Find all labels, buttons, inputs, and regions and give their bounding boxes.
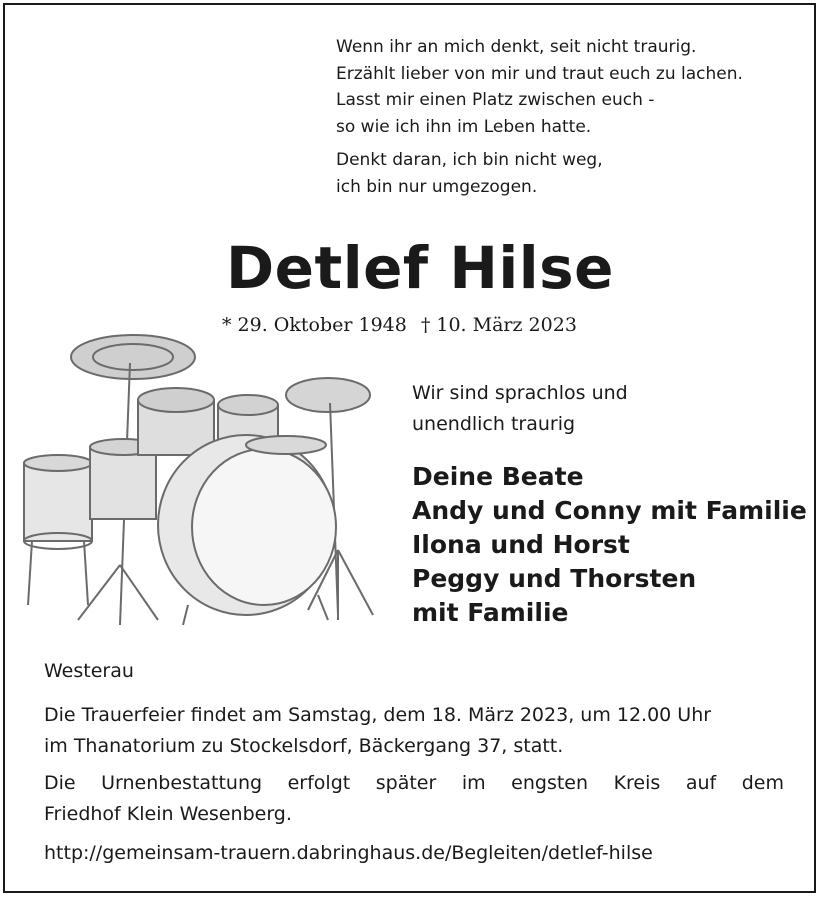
poem-line: Lasst mir einen Platz zwischen euch - (336, 90, 655, 110)
poem-line: Erzählt lieber von mir und traut euch zu lachen. (336, 63, 743, 84)
memorial-url[interactable]: http://gemeinsam-trauern.dabringhaus.de/Begleiten/detlef-hilse (44, 842, 653, 864)
place-name: Westerau (44, 660, 134, 682)
mourner-name: Deine Beate (412, 462, 584, 491)
mourner-name: Andy und Conny mit Familie (412, 496, 807, 525)
death-date: † 10. März 2023 (420, 314, 577, 336)
birth-date: * 29. Oktober 1948 (222, 314, 407, 336)
poem-line: Denkt daran, ich bin nicht weg, (336, 150, 603, 170)
deceased-name: Detlef Hilse (226, 234, 615, 302)
mourner-name: mit Familie (412, 598, 569, 627)
poem (336, 34, 796, 200)
poem-line: so wie ich ihn im Leben hatte. (336, 116, 592, 137)
poem-line: ich bin nur umgezogen. (336, 176, 538, 197)
ceremony-line: im Thanatorium zu Stockelsdorf, Bäckergang 37, statt. (44, 735, 564, 757)
burial-line: Die Urnenbestattung erfolgt später im engsten Kreis auf dem (44, 772, 784, 794)
mourners-list (412, 460, 807, 630)
ceremony-line: Die Trauerfeier findet am Samstag, dem 18. März 2023, um 12.00 Uhr (44, 704, 712, 726)
ceremony-info (44, 700, 784, 762)
mourner-name: Ilona und Horst (412, 530, 630, 559)
burial-info (44, 768, 784, 830)
burial-line: Friedhof Klein Wesenberg. (44, 803, 292, 825)
message-line: unendlich traurig (412, 413, 576, 435)
poem-line: Wenn ihr an mich denkt, seit nicht traurig. (336, 37, 697, 57)
message-line: Wir sind sprachlos und (412, 382, 628, 404)
condolence-message (412, 378, 628, 440)
drum-kit-illustration (18, 315, 398, 645)
mourner-name: Peggy und Thorsten (412, 564, 697, 593)
